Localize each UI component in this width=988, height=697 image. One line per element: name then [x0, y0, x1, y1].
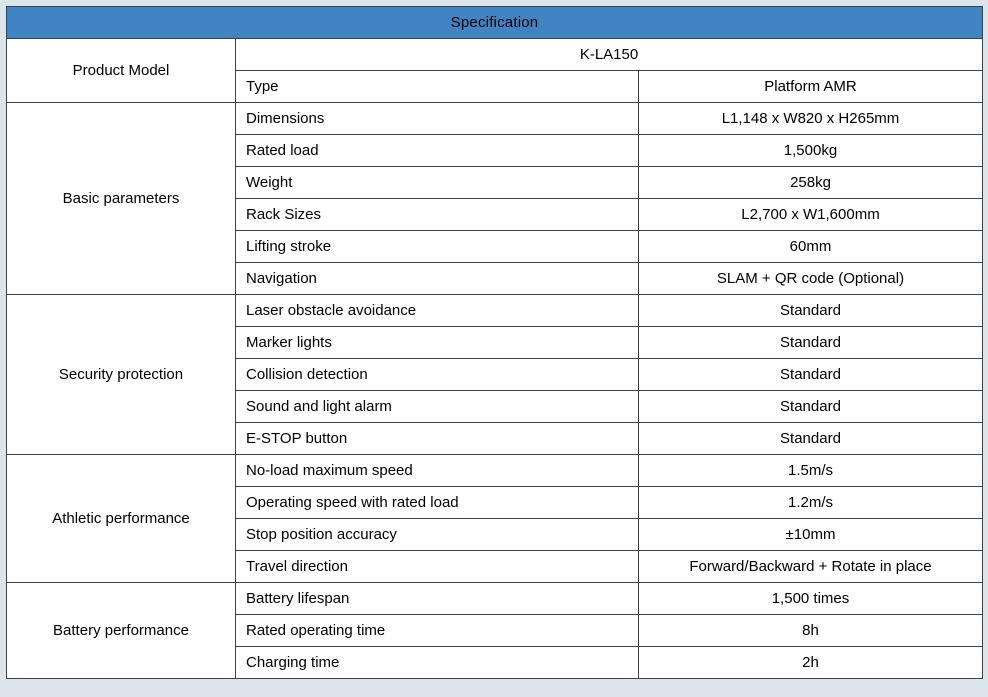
param-value-weight: 258kg — [639, 167, 983, 199]
product-model-value: K-LA150 — [236, 39, 983, 71]
group-label-basic-parameters: Basic parameters — [7, 103, 236, 295]
group-label-security-protection: Security protection — [7, 295, 236, 455]
param-value-no-load-maximum-speed: 1.5m/s — [639, 455, 983, 487]
param-name-collision-detection: Collision detection — [236, 359, 639, 391]
param-value-lifting-stroke: 60mm — [639, 231, 983, 263]
param-name-lifting-stroke: Lifting stroke — [236, 231, 639, 263]
group-label-athletic-performance: Athletic performance — [7, 455, 236, 583]
param-name-travel-direction: Travel direction — [236, 551, 639, 583]
param-value-sound-and-light-alarm: Standard — [639, 391, 983, 423]
param-value-charging-time: 2h — [639, 647, 983, 679]
param-name-rated-operating-time: Rated operating time — [236, 615, 639, 647]
param-name-laser-obstacle-avoidance: Laser obstacle avoidance — [236, 295, 639, 327]
param-value-laser-obstacle-avoidance: Standard — [639, 295, 983, 327]
group-label-battery-performance: Battery performance — [7, 583, 236, 679]
param-name-charging-time: Charging time — [236, 647, 639, 679]
param-name-dimensions: Dimensions — [236, 103, 639, 135]
specification-table — [6, 6, 983, 679]
param-name-rated-load: Rated load — [236, 135, 639, 167]
param-name-operating-speed-with-rated-load: Operating speed with rated load — [236, 487, 639, 519]
table-header — [7, 7, 983, 39]
param-name-e-stop-button: E-STOP button — [236, 423, 639, 455]
param-name-navigation: Navigation — [236, 263, 639, 295]
param-value-rated-operating-time: 8h — [639, 615, 983, 647]
param-value-navigation: SLAM + QR code (Optional) — [639, 263, 983, 295]
param-value-collision-detection: Standard — [639, 359, 983, 391]
param-name-weight: Weight — [236, 167, 639, 199]
specification-table-container — [6, 6, 982, 679]
param-value-battery-lifespan: 1,500 times — [639, 583, 983, 615]
param-value-stop-position-accuracy: ±10mm — [639, 519, 983, 551]
param-name-type: Type — [236, 71, 639, 103]
param-name-battery-lifespan: Battery lifespan — [236, 583, 639, 615]
table-row — [7, 103, 983, 135]
param-value-marker-lights: Standard — [639, 327, 983, 359]
param-value-travel-direction: Forward/Backward + Rotate in place — [639, 551, 983, 583]
param-value-type: Platform AMR — [639, 71, 983, 103]
param-name-no-load-maximum-speed: No-load maximum speed — [236, 455, 639, 487]
param-name-rack-sizes: Rack Sizes — [236, 199, 639, 231]
param-name-stop-position-accuracy: Stop position accuracy — [236, 519, 639, 551]
param-value-rack-sizes: L2,700 x W1,600mm — [639, 199, 983, 231]
table-body — [7, 39, 983, 679]
title-row — [7, 7, 983, 39]
group-label-product-model: Product Model — [7, 39, 236, 103]
specification-title: Specification — [7, 7, 983, 39]
table-row — [7, 295, 983, 327]
param-name-sound-and-light-alarm: Sound and light alarm — [236, 391, 639, 423]
param-value-dimensions: L1,148 x W820 x H265mm — [639, 103, 983, 135]
param-value-operating-speed-with-rated-load: 1.2m/s — [639, 487, 983, 519]
table-row — [7, 455, 983, 487]
param-value-e-stop-button: Standard — [639, 423, 983, 455]
table-row — [7, 39, 983, 71]
table-row — [7, 583, 983, 615]
param-value-rated-load: 1,500kg — [639, 135, 983, 167]
param-name-marker-lights: Marker lights — [236, 327, 639, 359]
